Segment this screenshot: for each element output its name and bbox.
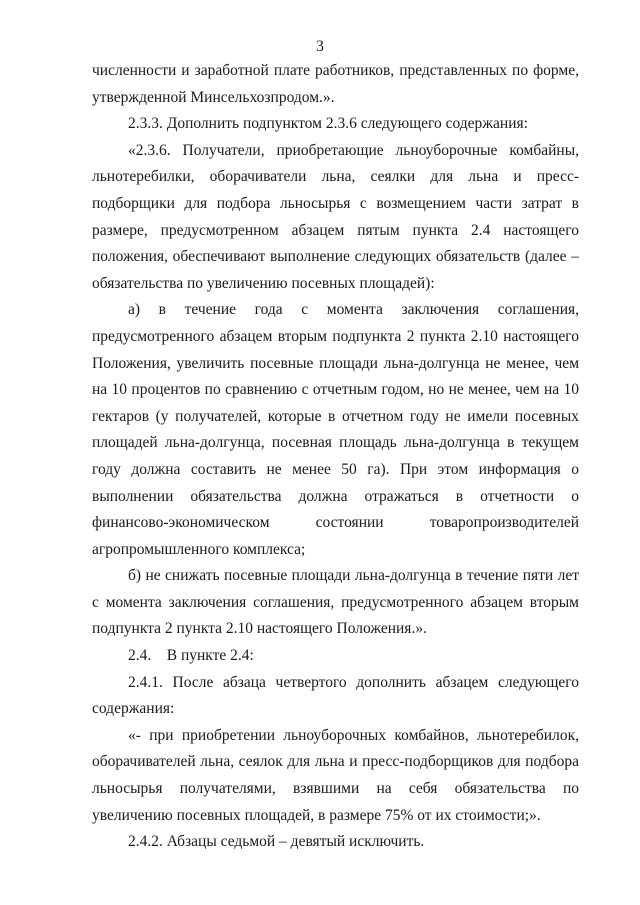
document-body xyxy=(92,58,579,856)
paragraph-quote: «- при приобретении льноуборочных комбайнов, льнотеребилок, оборачивателей льна, сеялок для льна и пресс-подборщиков для подбора льносырья получателями, взявшими на себя обязательства по увеличению посевных площадей, в размере 75% от их стоимости;». xyxy=(92,726,579,824)
paragraph-2-3-6: «2.3.6. Получатели, приобретающие льноуборочные комбайны, льнотеребилки, оборачиватели льна, сеялки для льна и пресс-подборщики для подбора льносырья с возмещением части затрат в размере, предусмотренном абзацем пятым пункта 2.4 настоящего положения, обеспечивают выполнение следующих обязательств (далее – обязательства по увеличению посевных площадей): xyxy=(92,141,579,292)
paragraph-item-b: б) не снижать посевные площади льна-долгунца в течение пяти лет с момента заключения соглашения, предусмотренного абзацем вторым подпункта 2 пункта 2.10 настоящего Положения.». xyxy=(92,567,579,638)
paragraph-2-4-1: 2.4.1. После абзаца четвертого дополнить абзацем следующего содержания: xyxy=(92,673,579,718)
paragraph-item-a: а) в течение года с момента заключения соглашения, предусмотренного абзацем вторым подпункта 2 пункта 2.10 настоящего Положения, увеличить посевные площади льна-долгунца не менее, чем на 10 процентов по сравнению с отчетным годом, но не менее, чем на 10 гектаров (у получателей, которые в отчетном году не имели посевных площадей льна-долгунца, посевная площадь льна-долгунца в текущем году должна составить не менее 50 га). При этом информация о выполнении обязательства должна отражаться в отчетности о финансово-экономическом состоянии товаропроизводителей агропромышленного комплекса; xyxy=(92,301,579,558)
paragraph-2-4-2: 2.4.2. Абзацы седьмой – девятый исключить. xyxy=(128,833,425,851)
paragraph-2-4: 2.4. В пункте 2.4: xyxy=(128,647,254,665)
paragraph-continuation: численности и заработной плате работников, представленных по форме, утвержденной Минсельхозпродом.». xyxy=(92,62,579,106)
paragraph-2-3-3: 2.3.3. Дополнить подпунктом 2.3.6 следующего содержания: xyxy=(128,115,528,133)
page-number: 3 xyxy=(316,38,324,55)
